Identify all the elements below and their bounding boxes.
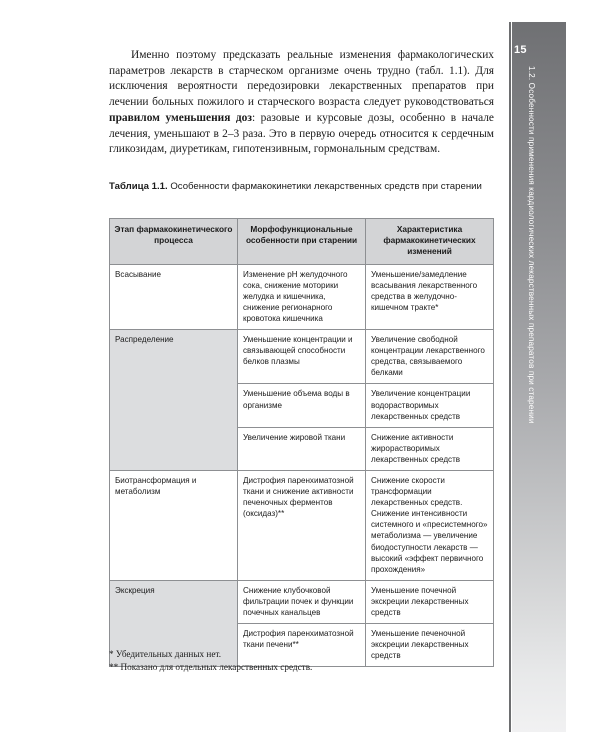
table-cell-features: Уменьшение объема воды в организме [238,384,366,427]
page-number: 15 [514,44,527,56]
table-body [110,264,494,667]
table-cell-stage: Распределение [110,330,238,471]
table-cell-features: Дистрофия паренхиматозной ткани печени** [238,624,366,667]
table-header-cell-characteristics: Характеристика фармакокинетических изменений [366,219,494,265]
table-cell-stage: Биотрансформация и метаболизм [110,471,238,581]
body-paragraph: Именно поэтому предсказать реальные изменения фармакологических параметров лекарств в старческом организме очень трудно (табл. 1.1). Для исключения вероятности передозировки лекарственных препаратов при лечении больных пожилого и старческого возраста следует руководствоваться правилом уменьшения доз: разовые и курсовые дозы, особенно в начале лечения, уменьшают в 2–3 раза. Это в первую очередь относится к сердечным гликозидам, диуретикам, гипотензивным, гормональным средствам. [109,49,494,156]
table-caption [109,180,494,193]
table-cell-characteristics: Уменьшение печеночной экскреции лекарственных средств [366,624,494,667]
footnote: * Убедительных данных нет. [109,649,222,659]
table-cell-characteristics: Увеличение свободной концентрации лекарственного средства, связываемого белками [366,330,494,384]
table-cell-features: Уменьшение концентрации и связывающей способности белков плазмы [238,330,366,384]
table-cell-features: Изменение pH желудочного сока, снижение моторики желудка и кишечника, снижение регионарного кровотока кишечника [238,264,366,329]
table-cell-features: Увеличение жировой ткани [238,427,366,470]
table-cell-characteristics: Уменьшение/замедление всасывания лекарственного средства в желудочно-кишечном тракте* [366,264,494,329]
table-cell-stage: Всасывание [110,264,238,329]
margin-tab-rule [509,22,511,732]
running-head-text: 1.2. Особенности применения кардиологических лекарственных препаратов при старении [527,66,536,424]
table-header-cell-features: Морфофункциональные особенности при старении [238,219,366,265]
table-cell-features: Снижение клубочковой фильтрации почек и функции почечных канальцев [238,580,366,623]
table-caption-text: Особенности фармакокинетики лекарственных средств при старении [170,181,482,192]
table-cell-features: Дистрофия паренхиматозной ткани и снижение активности печеночных ферментов (оксидаз)** [238,471,366,581]
table-cell-stage: Экскреция [110,580,238,667]
table-header-row [110,219,494,265]
table-row [110,471,494,581]
table-head [110,219,494,265]
table-row [110,264,494,329]
table-row [110,330,494,384]
table-caption-label: Таблица 1.1. [109,181,168,192]
footnotes [109,648,494,675]
table-cell-characteristics: Снижение активности жирорастворимых лекарственных средств [366,427,494,470]
footnote: ** Показано для отдельных лекарственных средств. [109,662,313,673]
table-header-cell-stage: Этап фармакокинетического процесса [110,219,238,265]
running-head-container [512,66,542,666]
table-cell-characteristics: Уменьшение почечной экскреции лекарственных средств [366,580,494,623]
table-cell-characteristics: Снижение скорости трансформации лекарственных средств. Снижение интенсивности системного и «пресистемного» метаболизма — увеличение биодоступности лекарств — высокий «эффект первичного прохождения» [366,471,494,581]
pharmacokinetics-table [109,218,494,667]
table-cell-characteristics: Увеличение концентрации водорастворимых лекарственных средств [366,384,494,427]
table-row [110,580,494,623]
